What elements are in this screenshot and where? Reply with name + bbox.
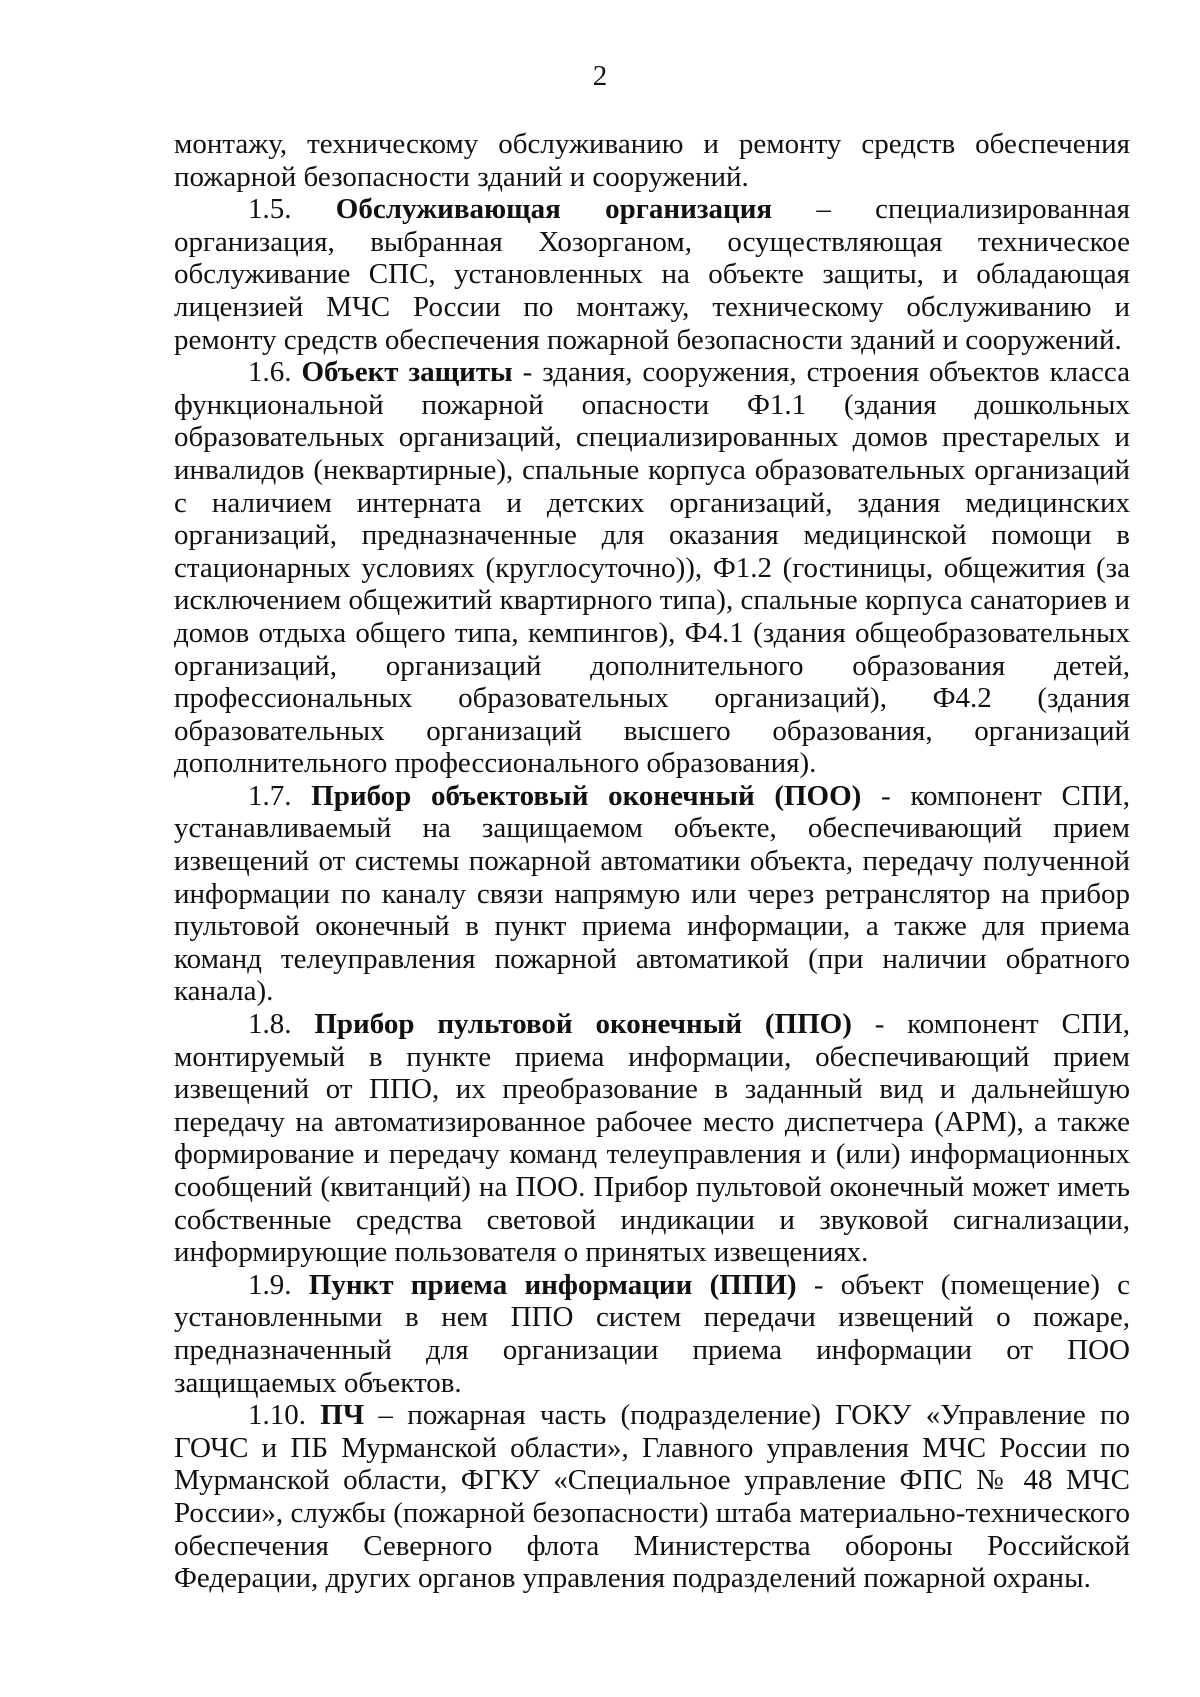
paragraph-number: 1.8. <box>248 1008 292 1041</box>
paragraph-text: - компонент СПИ, монтируемый в пункте приема информации, обеспечивающий прием извещений от ППО, их преобразование в заданный вид и дальнейшую передачу на автоматизированное рабочее место диспетчера (АРМ), а также формирование и передачу команд телеуправления и (или) информационных сообщений (квитанций) на ПОО. Прибор пультовой оконечный может иметь собственные средства световой индикации и звуковой сигнализации, информирующие пользователя о принятых извещениях. <box>174 1008 1131 1269</box>
defined-term: Обслуживающая организация <box>335 193 773 226</box>
paragraph-text: - компонент СПИ, устанавливаемый на защищаемом объекте, обеспечивающий прием извещений от системы пожарной автоматики объекта, передачу полученной информации по каналу связи напрямую или через ретранслятор на прибор пультовой оконечный в пункт приема информации, а также для приема команд телеуправления пожарной автоматикой (при наличии обратного канала). <box>174 779 1130 1008</box>
paragraph-text: – специализированная организация, выбранная Хозорганом, осуществляющая техническое обслуживание СПС, установленных на объекте защиты, и обладающая лицензией МЧС России по монтажу, техническому обслуживанию и ремонту средств обеспечения пожарной безопасности зданий и сооружений. <box>174 193 1131 356</box>
paragraph-1-8 <box>174 1008 1130 1269</box>
paragraph-1-7 <box>174 780 1130 1008</box>
paragraph-number: 1.5. <box>248 193 292 226</box>
defined-term: Пункт приема информации (ППИ) <box>308 1268 797 1301</box>
paragraph-number: 1.10. <box>248 1399 306 1432</box>
paragraph-1-6 <box>174 356 1130 780</box>
paragraph-text: монтажу, техническому обслуживанию и ремонту средств обеспечения пожарной безопасности зданий и сооружений. <box>174 128 1130 193</box>
paragraph-text: - здания, сооружения, строения объектов класса функциональной пожарной опасности Ф1.1 (здания дошкольных образовательных организаций, специализированных домов престарелых и инвалидов (неквартирные), спальные корпуса образовательных организаций с наличием интерната и детских организаций, здания медицинских организаций, предназначенные для оказания медицинской помощи в стационарных условиях (круглосуточно)), Ф1.2 (гостиницы, общежития (за исключением общежитий квартирного типа), спальные корпуса санаториев и домов отдыха общего типа, кемпингов), Ф4.1 (здания общеобразовательных организаций, организаций дополнительного образования детей, профессиональных образовательных организаций), Ф4.2 (здания образовательных организаций высшего образования, организаций дополнительного профессионального образования). <box>174 356 1130 780</box>
paragraph-number: 1.6. <box>248 356 292 389</box>
defined-term: Прибор объектовый оконечный (ПОО) <box>311 779 862 812</box>
paragraph-1-9 <box>174 1269 1130 1399</box>
paragraph-1-10 <box>174 1399 1130 1595</box>
paragraph-number: 1.9. <box>248 1268 292 1301</box>
paragraph-text: - объект (помещение) с установленными в нем ППО систем передачи извещений о пожаре, предназначенный для организации приема информации от ПОО защищаемых объектов. <box>174 1268 1130 1399</box>
paragraph-1-5 <box>174 193 1130 356</box>
defined-term: Объект защиты <box>301 356 513 389</box>
paragraph-number: 1.7. <box>248 779 292 812</box>
defined-term: ПЧ <box>320 1399 365 1432</box>
defined-term: Прибор пультовой оконечный (ППО) <box>314 1008 852 1041</box>
paragraph-text: – пожарная часть (подразделение) ГОКУ «Управление по ГОЧС и ПБ Мурманской области», Главного управления МЧС России по Мурманской области, ФГКУ «Специальное управление ФПС № 48 МЧС России», службы (пожарной безопасности) штаба материально-технического обеспечения Северного флота Министерства обороны Российской Федерации, других органов управления подразделений пожарной охраны. <box>174 1399 1131 1595</box>
page-number: 2 <box>592 60 608 92</box>
paragraph-continuation <box>174 128 1130 193</box>
document-body <box>174 128 1130 1595</box>
